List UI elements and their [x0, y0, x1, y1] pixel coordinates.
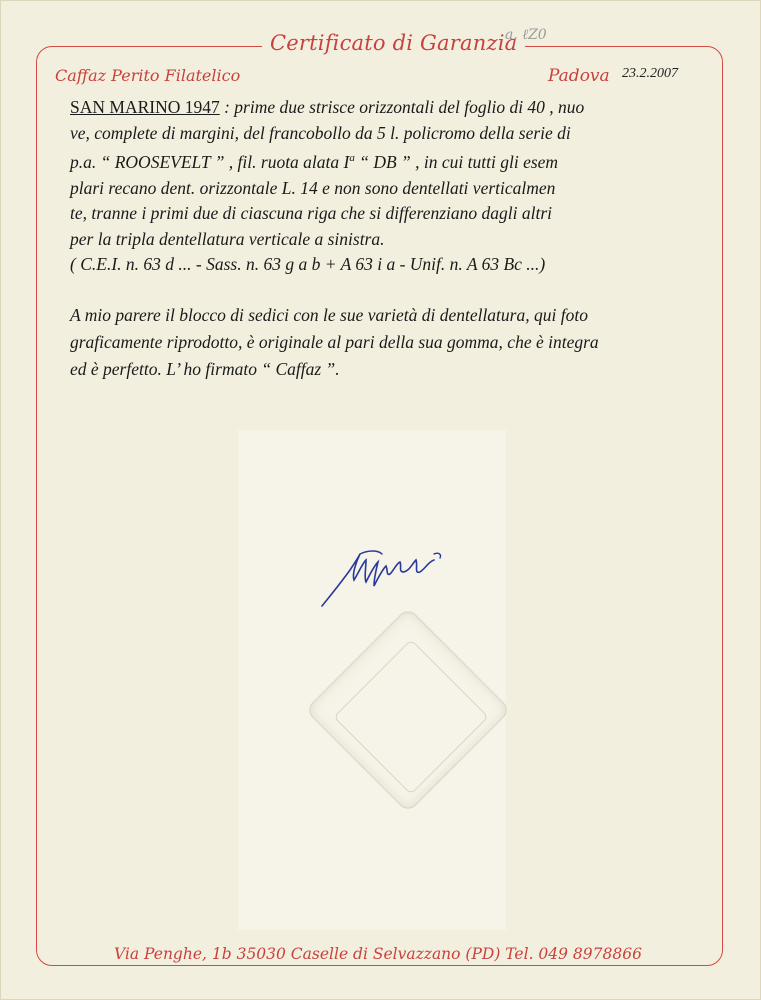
handwritten-signature	[316, 540, 456, 612]
certificate-title: Certificato di Garanzia	[262, 31, 525, 55]
description-text: p.a. “ ROOSEVELT ” , fil. ruota alata I	[70, 152, 350, 173]
stamp-subject: SAN MARINO 1947	[70, 97, 220, 117]
description-text: : prime due strisce orizzontali del foglio di 40 , nuo	[219, 97, 585, 117]
catalogue-references: ( C.E.I. n. 63 d ... - Sass. n. 63 g a b + A 63 i a - Unif. n. A 63 Bc ...)	[70, 254, 546, 275]
opinion-line-2: graficamente riprodotto, è originale al pari della sua gomma, che è integra	[70, 332, 599, 352]
description-text: “ DB ” , in cui tutti gli esem	[354, 152, 559, 173]
description-line-2: ve, complete di margini, del francobollo da 5 l. policromo della serie di	[70, 122, 571, 143]
certificate-date: 23.2.2007	[622, 66, 678, 81]
opinion-line-1: A mio parere il blocco di sedici con le sue varietà di dentellatura, qui foto	[70, 305, 588, 325]
pencil-annotation: a. ℓZ0	[505, 27, 547, 43]
superscript-a: a	[349, 152, 355, 165]
description-line-5: te, tranne i primi due di ciascuna riga che si differenziano dagli altri	[70, 203, 553, 224]
description-line-1	[70, 95, 710, 121]
examiner-name: Caffaz Perito Filatelico	[55, 66, 241, 85]
description-line-3	[70, 146, 710, 175]
opinion-line-3: ed è perfetto. L’ ho firmato “ Caffaz ”.	[70, 359, 340, 379]
description-line-6: per la tripla dentellatura verticale a sinistra.	[70, 228, 385, 249]
place-label: Padova	[548, 66, 610, 86]
footer-address: Via Penghe, 1b 35030 Caselle di Selvazzano (PD) Tel. 049 8978866	[108, 945, 648, 963]
description-line-4: plari recano dent. orizzontale L. 14 e non sono dentellati verticalmen	[70, 177, 556, 198]
description-paragraph	[70, 95, 710, 278]
opinion-paragraph	[70, 302, 710, 383]
